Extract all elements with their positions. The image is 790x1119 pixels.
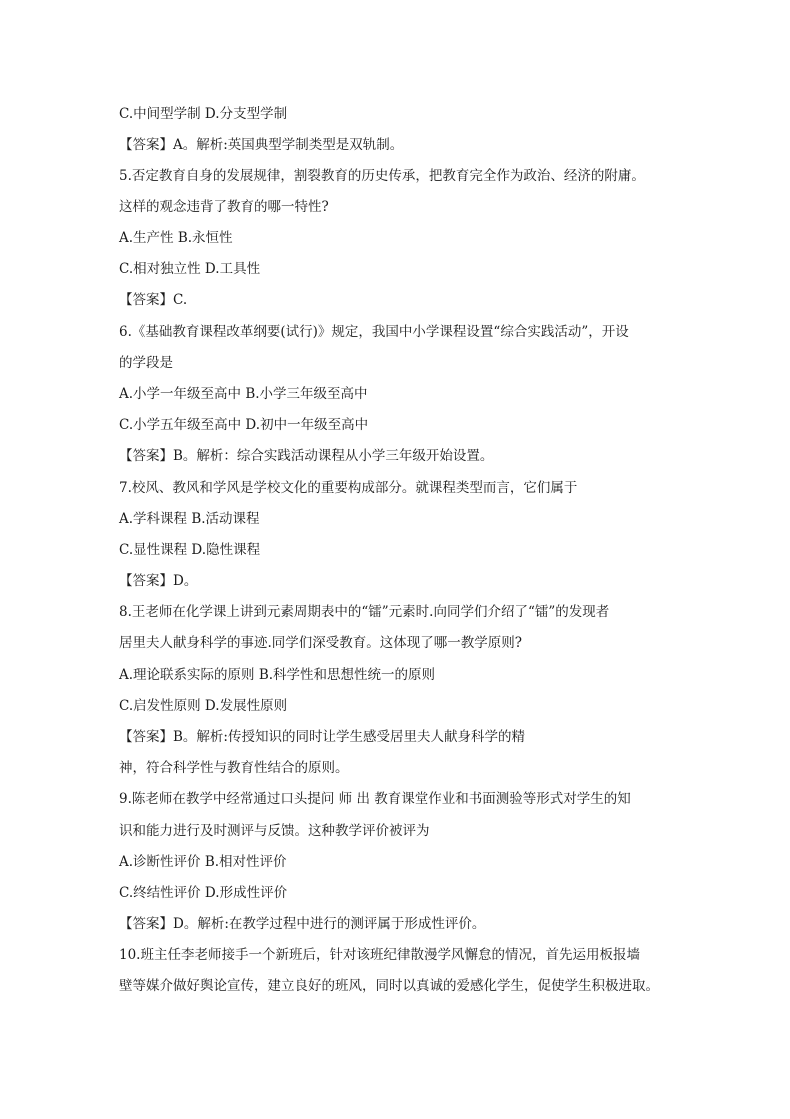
option-line: A.学科课程 B.活动课程 [119, 511, 260, 527]
question-line: 壁等媒介做好舆论宣传，建立良好的班风，同时以真诚的爱感化学生，促使学生积极进取。 [119, 978, 659, 994]
answer-line: 【答案】B。解析：综合实践活动课程从小学三年级开始设置。 [119, 448, 494, 464]
question-line: 6.《基础教育课程改革纲要(试行)》规定，我国中小学课程设置“综合实践活动”，开设 [119, 324, 629, 340]
option-line: C.中间型学制 D.分支型学制 [119, 106, 288, 122]
question-line: 的学段是 [119, 355, 173, 371]
question-line: 识和能力进行及时测评与反馈。这种教学评价被评为 [119, 823, 430, 839]
option-line: A.诊断性评价 B.相对性评价 [119, 854, 287, 870]
option-line: A.生产性 B.永恒性 [119, 230, 233, 246]
question-line: 10.班主任李老师接手一个新班后，针对该班纪律散漫学风懈怠的情况，首先运用板报墙 [119, 947, 640, 963]
option-line: A.理论联系实际的原则 B.科学性和思想性统一的原则 [119, 667, 436, 683]
option-line: C.终结性评价 D.形成性评价 [119, 885, 288, 901]
option-line: C.显性课程 D.隐性课程 [119, 542, 261, 558]
option-line: A.小学一年级至高中 B.小学三年级至高中 [119, 386, 368, 402]
question-line: 5.否定教育自身的发展规律，割裂教育的历史传承，把教育完全作为政治、经济的附庸。 [119, 168, 645, 184]
question-line: 7.校风、教风和学风是学校文化的重要构成部分。就课程类型而言，它们属于 [119, 480, 578, 496]
answer-line: 【答案】D。 [119, 573, 198, 589]
question-line: 9.陈老师在教学中经常通过口头提问 师 出 教育课堂作业和书面测验等形式对学生的知 [119, 791, 631, 807]
answer-line: 【答案】C. [119, 292, 188, 308]
answer-line: 神，符合科学性与教育性结合的原则。 [119, 760, 349, 776]
question-line: 居里夫人献身科学的事迹.同学们深受教育。这体现了哪一教学原则? [119, 635, 523, 651]
question-line: 这样的观念违背了教育的哪一特性? [119, 199, 329, 215]
option-line: C.启发性原则 D.发展性原则 [119, 698, 288, 714]
answer-line: 【答案】D。解析:在教学过程中进行的测评属于形成性评价。 [119, 916, 486, 932]
question-line: 8.王老师在化学课上讲到元素周期表中的“镭”元素时.向同学们介绍了“镭”的发现者 [119, 604, 610, 620]
answer-line: 【答案】B。解析:传授知识的同时让学生感受居里夫人献身科学的精 [119, 729, 525, 745]
answer-line: 【答案】A。解析:英国典型学制类型是双轨制。 [119, 137, 404, 153]
option-line: C.小学五年级至高中 D.初中一年级至高中 [119, 417, 369, 433]
option-line: C.相对独立性 D.工具性 [119, 261, 261, 277]
